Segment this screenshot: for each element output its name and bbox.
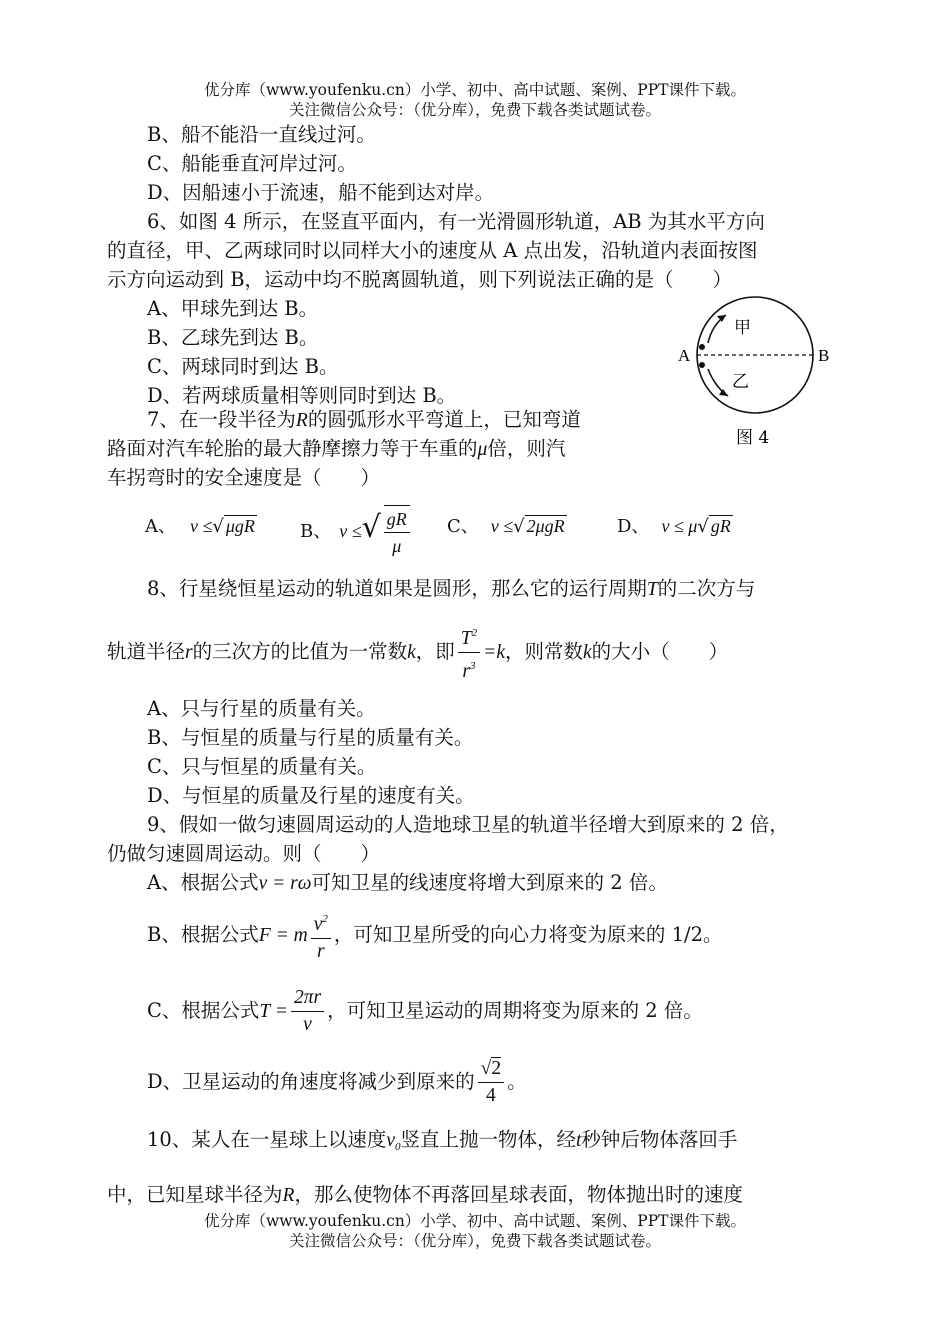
q7-stem-line-3: 车拐弯时的安全速度是（ ） <box>107 466 381 489</box>
q6-stem-line-1: 6、如图 4 所示，在竖直平面内，有一光滑圆形轨道，AB 为其水平方向 <box>147 210 765 233</box>
q6-option-b: B、乙球先到达 B。 <box>147 326 319 349</box>
q9-stem-line-1: 9、假如一做匀速圆周运动的人造地球卫星的轨道半径增大到原来的 2 倍， <box>147 813 789 836</box>
q7-option-a: A、 v ≤√ μgR <box>145 516 255 537</box>
ball-yi <box>699 362 705 368</box>
q7-option-d: D、 v ≤ μ√ gR <box>617 516 731 537</box>
q8-option-a: A、只与行星的质量有关。 <box>147 697 376 720</box>
q9-option-b: B、根据公式F = m $\frac{v^2}{r}$ ，可知卫星所受的向心力将变为原来的 1/2。 <box>147 905 723 966</box>
q8-option-d: D、与恒星的质量及行星的速度有关。 <box>147 784 475 807</box>
figure-label-b: B <box>818 346 830 365</box>
q7-stem-line-1: 7、在一段半径为R的圆弧形水平弯道上，已知弯道 <box>147 408 581 431</box>
q6-stem-line-2: 的直径，甲、乙两球同时以同样大小的速度从 A 点出发，沿轨道内表面按图 <box>107 239 758 262</box>
q10-stem-line-2: 中，已知星球半径为R，那么使物体不再落回星球表面，物体抛出时的速度 <box>107 1183 743 1206</box>
figure-label-jia: 甲 <box>734 318 751 338</box>
header-line-1: 优分库（www.youfenku.cn）小学、初中、高中试题、案例、PPT课件下载。 <box>203 81 747 99</box>
header-line-2: 关注微信公众号：（优分库），免费下载各类试题试卷。 <box>288 101 661 119</box>
q8-stem-line-2: 轨道半径r的三次方的比值为一常数k，即 $\frac{T^2}{r^3}$ =k，则常数k的大小（ ） <box>107 620 728 685</box>
q9-stem-line-2: 仍做匀速圆周运动。则（ ） <box>107 842 381 865</box>
q5-option-c: C、船能垂直河岸过河。 <box>147 152 357 175</box>
q9-option-d: D、卫星运动的角速度将减少到原来的 $\frac{√2}{4}$ 。 <box>147 1058 527 1106</box>
q9-option-a: A、根据公式v = rω可知卫星的线速度将增大到原来的 2 倍。 <box>147 871 668 894</box>
q6-option-a: A、甲球先到达 B。 <box>147 297 319 320</box>
figure-label-yi: 乙 <box>732 372 749 392</box>
q7-option-b: B、 v ≤√ $\frac{gR}{\mu}$ <box>300 505 413 559</box>
footer-line-1: 优分库（www.youfenku.cn）小学、初中、高中试题、案例、PPT课件下载。 <box>203 1212 747 1230</box>
footer-line-2: 关注微信公众号：（优分库），免费下载各类试题试卷。 <box>288 1232 661 1250</box>
q8-stem-line-1: 8、行星绕恒星运动的轨道如果是圆形，那么它的运行周期T的二次方与 <box>147 577 756 600</box>
ball-jia <box>699 344 705 350</box>
figure-caption: 图 4 <box>736 428 770 448</box>
q6-stem-line-3: 示方向运动到 B，运动中均不脱离圆轨道，则下列说法正确的是（ ） <box>107 268 733 291</box>
q9-option-c: C、根据公式T = $\frac{2\pi r}{v}$ ，可知卫星运动的周期将变为原来的 2 倍。 <box>147 987 703 1035</box>
q7-stem-line-2: 路面对汽车轮胎的最大静摩擦力等于车重的μ倍，则汽 <box>107 437 566 460</box>
q5-option-b: B、船不能沿一直线过河。 <box>147 123 376 146</box>
figure-label-a: A <box>678 346 691 365</box>
figure-4-circle-track <box>670 295 850 455</box>
q5-option-d: D、因船速小于流速，船不能到达对岸。 <box>147 181 495 204</box>
q8-option-b: B、与恒星的质量与行星的质量有关。 <box>147 726 474 749</box>
q6-option-d: D、若两球质量相等则同时到达 B。 <box>147 384 457 407</box>
q7-option-c: C、 v ≤√ 2μgR <box>447 516 565 537</box>
q8-option-c: C、只与恒星的质量有关。 <box>147 755 377 778</box>
q6-option-c: C、两球同时到达 B。 <box>147 355 339 378</box>
q10-stem-line-1: 10、某人在一星球上以速度$v_0$竖直上抛一物体，经t秒钟后物体落回手 <box>147 1128 738 1153</box>
